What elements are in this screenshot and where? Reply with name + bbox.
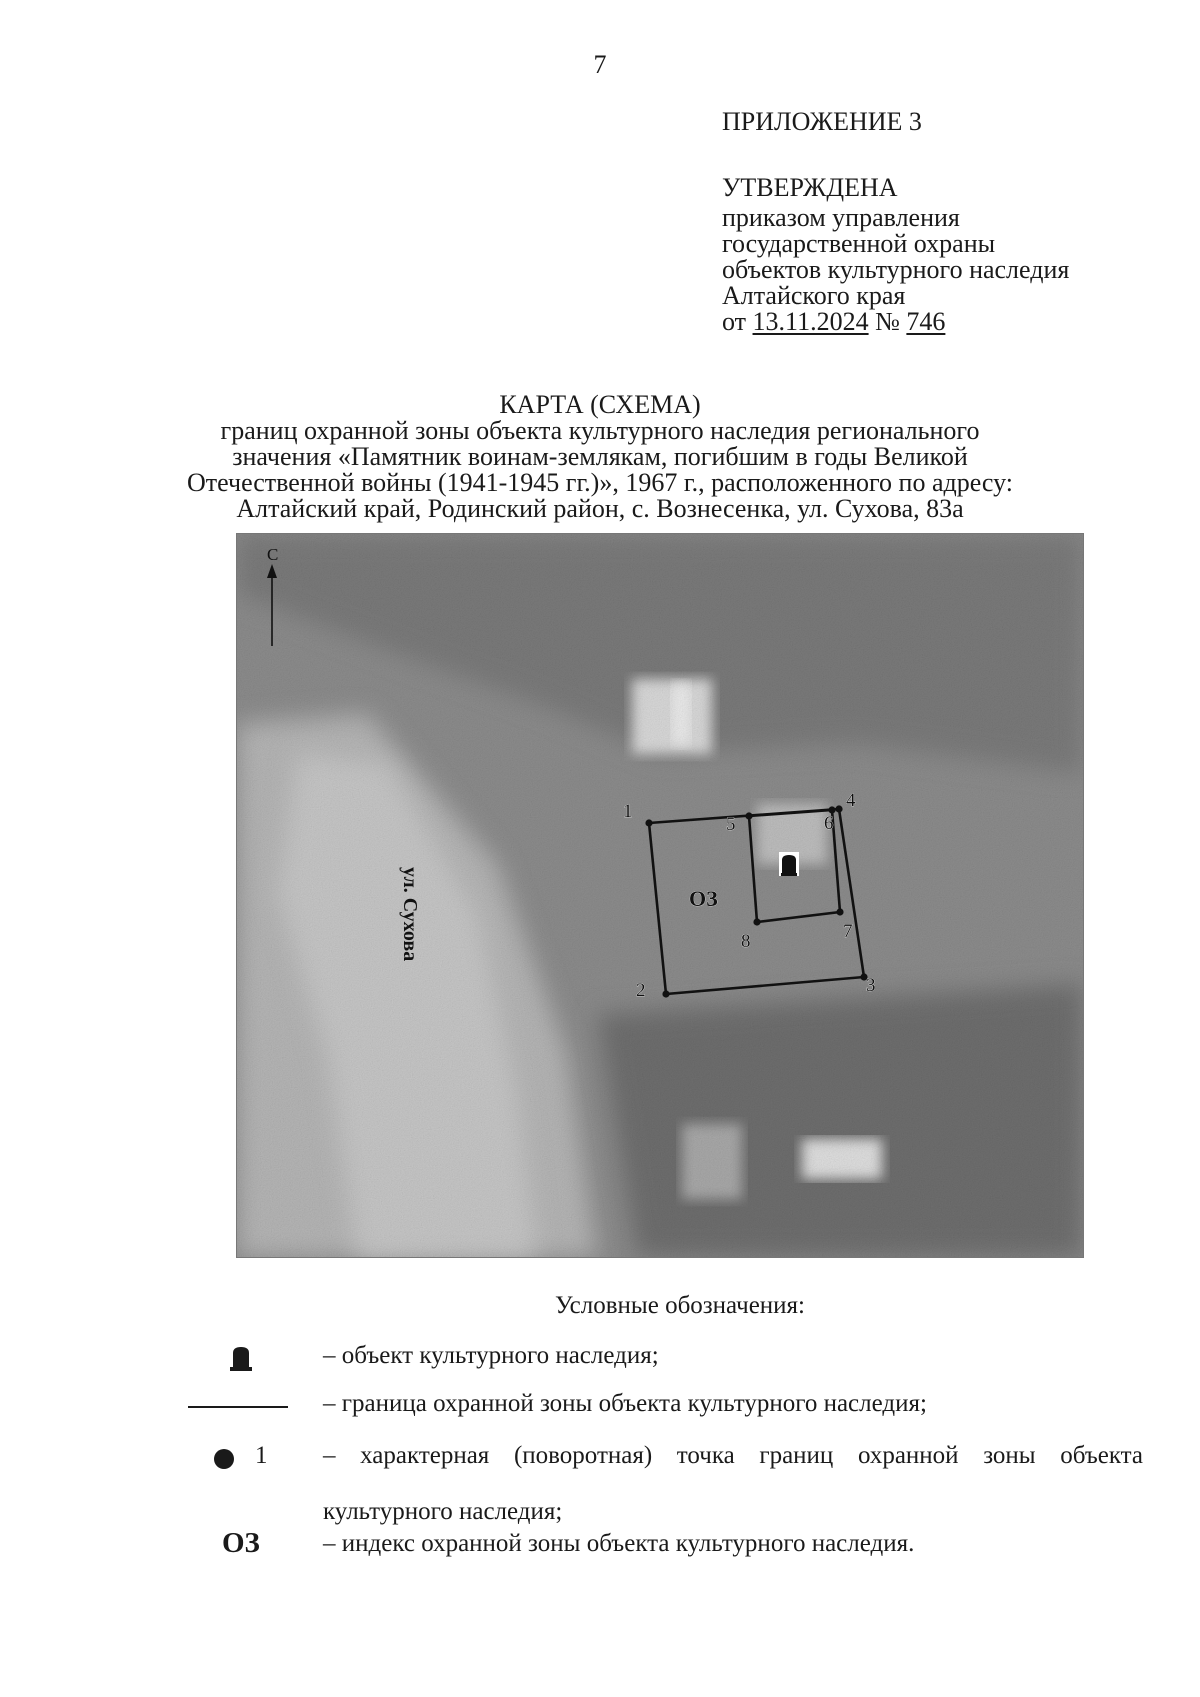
point-label-2: 2: [636, 980, 646, 1001]
order-line: [722, 309, 945, 335]
page-number: 7: [593, 50, 607, 79]
boundary-point-5: [745, 812, 752, 819]
north-label: С: [267, 545, 279, 564]
approval-line-3: объектов культурного наследия: [722, 255, 1070, 284]
map-svg: [237, 534, 1083, 1257]
approved-label: УТВЕРЖДЕНА: [722, 173, 898, 202]
legend-title: Условные обозначения:: [554, 1292, 806, 1319]
point-label-3: 3: [866, 975, 876, 996]
order-date: 13.11.2024: [752, 307, 869, 336]
monument-icon: [228, 1344, 254, 1379]
approval-line-4: Алтайского края: [722, 281, 906, 310]
street-label: ул. Сухова: [399, 867, 421, 962]
zone-index-label: ОЗ: [689, 886, 718, 911]
zone-index-symbol: ОЗ: [222, 1527, 260, 1559]
point-label-6: 6: [824, 813, 834, 834]
point-symbol-label: 1: [255, 1442, 268, 1469]
boundary-point-2: [662, 990, 669, 997]
legend-text-4: – индекс охранной зоны объекта культурного наследия.: [323, 1530, 915, 1557]
order-number-sign: №: [875, 307, 900, 336]
point-label-1: 1: [623, 801, 633, 822]
order-prefix: от: [722, 307, 747, 336]
map-title: КАРТА (СХЕМА): [499, 390, 701, 419]
approval-line-2: государственной охраны: [722, 229, 996, 258]
map-subtitle-line-3: Отечественной войны (1941-1945 гг.)», 1967 г., расположенного по адресу:: [186, 468, 1014, 497]
map-subtitle-line-4: Алтайский край, Родинский район, с. Вознесенка, ул. Сухова, 83а: [236, 494, 964, 523]
point-label-8: 8: [741, 931, 751, 952]
boundary-point-4: [835, 805, 842, 812]
boundary-point-8: [753, 918, 760, 925]
boundary-line-icon: [188, 1406, 288, 1408]
legend-text-3: – характерная (поворотная) точка границ охранной зоны объекта культурного наследия;: [323, 1442, 1143, 1525]
legend-text-2: – граница охранной зоны объекта культурного наследия;: [323, 1390, 927, 1417]
order-number: 746: [906, 307, 946, 336]
approval-line-1: приказом управления: [722, 203, 960, 232]
boundary-point-1: [645, 819, 652, 826]
legend-text-1: – объект культурного наследия;: [323, 1342, 659, 1369]
point-label-5: 5: [726, 814, 736, 835]
map-image: [236, 533, 1084, 1258]
point-label-4: 4: [846, 790, 856, 811]
point-label-7: 7: [843, 921, 853, 942]
monument-icon: [779, 852, 799, 876]
map-subtitle-line-1: границ охранной зоны объекта культурного наследия регионального: [220, 416, 980, 445]
appendix-title: ПРИЛОЖЕНИЕ 3: [722, 107, 922, 136]
map-subtitle-line-2: значения «Памятник воинам-землякам, погибшим в годы Великой: [232, 442, 968, 471]
map-heading: [0, 392, 1200, 522]
point-dot-icon: [214, 1449, 234, 1469]
boundary-point-7: [836, 908, 843, 915]
